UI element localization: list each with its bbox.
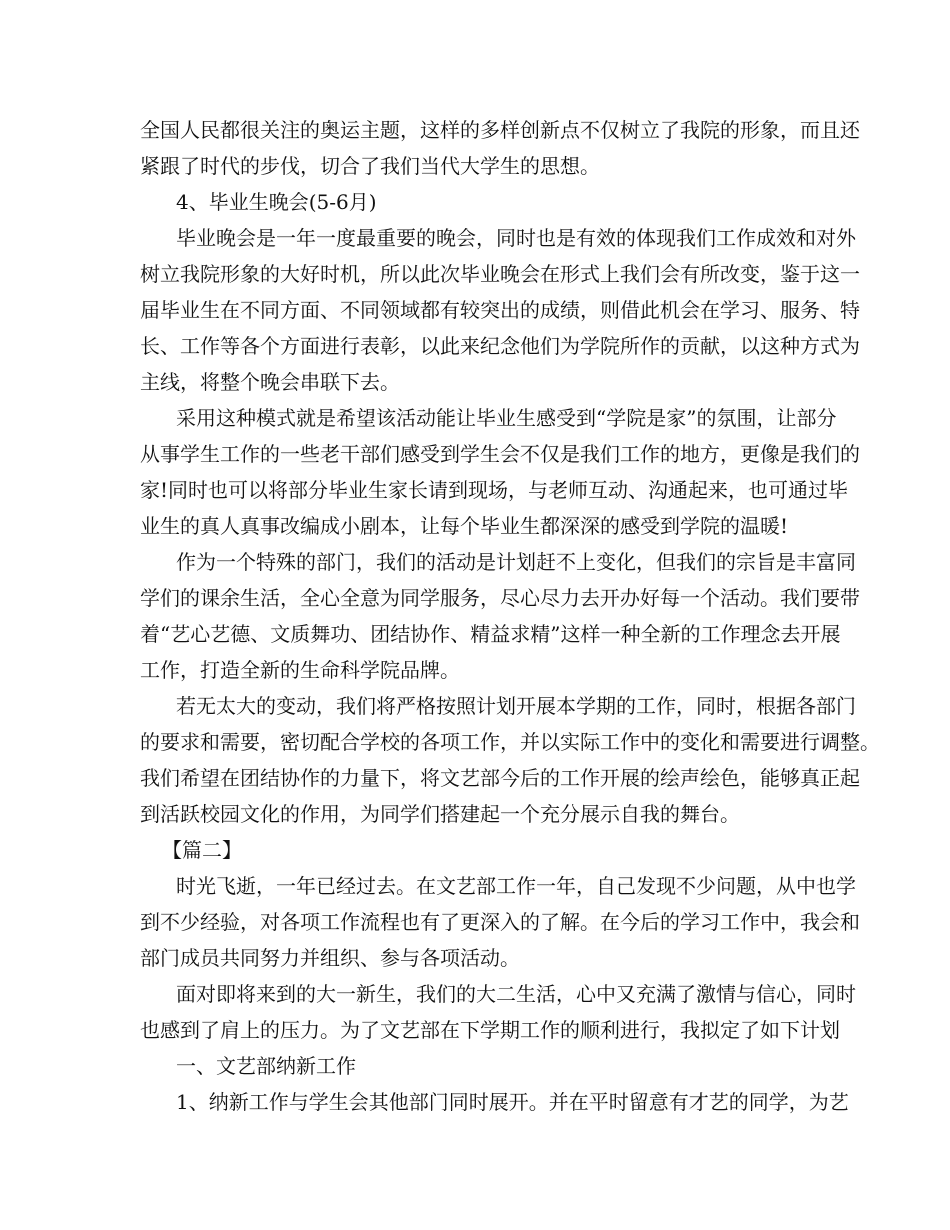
paragraph-line: 毕业晚会是一年一度最重要的晚会，同时也是有效的体现我们工作成效和对外 [176, 226, 856, 250]
paragraph-line: 学们的课余生活，全心全意为同学服务，尽心尽力去开办好每一个活动。我们要带 [140, 586, 860, 610]
paragraph-line: 1、纳新工作与学生会其他部门同时展开。并在平时留意有才艺的同学，为艺 [176, 1090, 849, 1114]
paragraph-line: 的要求和需要，密切配合学校的各项工作，并以实际工作中的变化和需要进行调整。 [140, 730, 880, 754]
paragraph-line: 主线，将整个晚会串联下去。 [140, 370, 400, 394]
paragraph-line: 紧跟了时代的步伐，切合了我们当代大学生的思想。 [140, 154, 600, 178]
paragraph-line: 我们希望在团结协作的力量下，将文艺部今后的工作开展的绘声绘色，能够真正起 [140, 766, 860, 790]
paragraph-line: 树立我院形象的大好时机，所以此次毕业晚会在形式上我们会有所改变，鉴于这一 [140, 262, 860, 286]
paragraph-line: 面对即将来到的大一新生，我们的大二生活，心中又充满了激情与信心，同时 [176, 982, 856, 1006]
section-heading: 一、文艺部纳新工作 [176, 1054, 356, 1078]
paragraph-line: 全国人民都很关注的奥运主题，这样的多样创新点不仅树立了我院的形象，而且还 [140, 118, 860, 142]
paragraph-line: 着“艺心艺德、文质舞功、团结协作、精益求精”这样一种全新的工作理念去开展 [140, 622, 841, 646]
paragraph-line: 采用这种模式就是希望该活动能让毕业生感受到“学院是家”的氛围，让部分 [176, 406, 837, 430]
section-heading: 4、毕业生晚会(5-6月) [176, 190, 377, 214]
paragraph-line: 家!同时也可以将部分毕业生家长请到现场，与老师互动、沟通起来，也可通过毕 [140, 478, 849, 502]
paragraph-line: 到不少经验，对各项工作流程也有了更深入的了解。在今后的学习工作中，我会和 [140, 910, 860, 934]
paragraph-line: 若无太大的变动，我们将严格按照计划开展本学期的工作，同时，根据各部门 [176, 694, 856, 718]
paragraph-line: 工作，打造全新的生命科学院品牌。 [140, 658, 460, 682]
paragraph-line: 作为一个特殊的部门，我们的活动是计划赶不上变化，但我们的宗旨是丰富同 [176, 550, 856, 574]
section-title: 【篇二】 [162, 838, 242, 862]
paragraph-line: 部门成员共同努力并组织、参与各项活动。 [140, 946, 520, 970]
paragraph-line: 届毕业生在不同方面、不同领域都有较突出的成绩，则借此机会在学习、服务、特 [140, 298, 860, 322]
paragraph-line: 到活跃校园文化的作用，为同学们搭建起一个充分展示自我的舞台。 [140, 802, 740, 826]
paragraph-line: 从事学生工作的一些老干部们感受到学生会不仅是我们工作的地方，更像是我们的 [140, 442, 860, 466]
paragraph-line: 长、工作等各个方面进行表彰，以此来纪念他们为学院所作的贡献，以这种方式为 [140, 334, 860, 358]
paragraph-line: 业生的真人真事改编成小剧本，让每个毕业生都深深的感受到学院的温暖! [140, 514, 789, 538]
paragraph-line: 也感到了肩上的压力。为了文艺部在下学期工作的顺利进行，我拟定了如下计划 [140, 1018, 840, 1042]
paragraph-line: 时光飞逝，一年已经过去。在文艺部工作一年，自己发现不少问题，从中也学 [176, 874, 856, 898]
